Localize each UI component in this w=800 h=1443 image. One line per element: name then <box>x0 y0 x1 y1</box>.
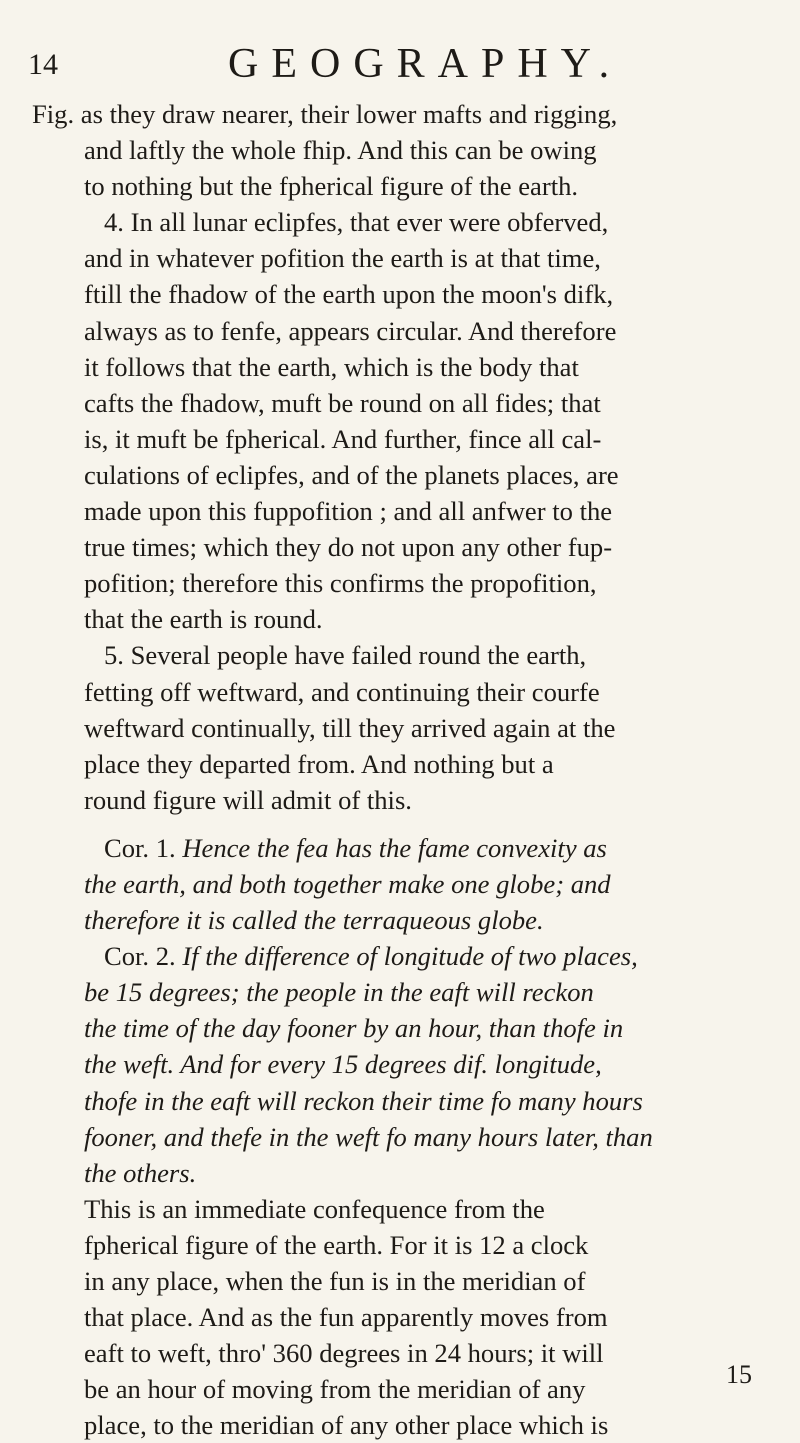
page-header <box>28 40 760 100</box>
text-line <box>32 240 777 276</box>
text-line <box>32 1407 777 1443</box>
line-text: round figure will admit of this. <box>84 784 412 815</box>
line-text: 4. In all lunar eclipfes, that ever were obferved, <box>104 207 609 238</box>
line-text: that the earth is round. <box>84 604 323 635</box>
line-text: the weft. And for every 15 degrees dif. longitude, <box>84 1049 602 1080</box>
line-text: 5. Several people have failed round the earth, <box>104 640 587 671</box>
text-line <box>32 168 777 204</box>
text-line <box>32 1263 777 1299</box>
running-head: GEOGRAPHY. <box>228 41 623 87</box>
line-text: always as to fenfe, appears circular. And therefore <box>84 315 617 346</box>
text-line <box>32 96 777 132</box>
text-line <box>32 1010 777 1046</box>
line-text: This is an immediate confequence from the <box>84 1193 545 1224</box>
text-line <box>32 1046 777 1082</box>
line-text: place, to the meridian of any other place which is <box>84 1410 609 1441</box>
line-text: and laftly the whole fhip. And this can be owing <box>84 135 597 166</box>
line-text-italic: If the difference of longitude of two places, <box>175 941 638 972</box>
text-line <box>32 493 777 529</box>
line-text: the others. <box>84 1157 197 1188</box>
line-text: Cor. 2. <box>104 941 176 972</box>
text-line <box>32 385 777 421</box>
text-line <box>32 818 777 830</box>
line-text: be an hour of moving from the meridian of any <box>84 1374 586 1405</box>
line-text: in any place, when the fun is in the meridian of <box>84 1266 586 1296</box>
line-text: ftill the fhadow of the earth upon the moon's difk, <box>84 279 614 310</box>
text-line <box>32 276 777 312</box>
text-line <box>32 529 777 565</box>
text-line <box>32 1083 777 1119</box>
text-line <box>32 637 777 673</box>
page-number: 14 <box>28 48 58 81</box>
text-line <box>32 349 777 385</box>
corollary-line <box>32 938 777 974</box>
line-text: the earth, and both together make one globe; and <box>84 868 611 899</box>
line-text-italic: Hence the fea has the fame convexity as <box>175 832 607 863</box>
corollary-line <box>32 830 777 866</box>
text-line <box>32 313 777 349</box>
line-text: to nothing but the fpherical figure of the earth. <box>84 171 579 202</box>
line-text: true times; which they do not upon any other fup- <box>84 532 613 563</box>
text-line <box>32 1299 777 1335</box>
text-line <box>32 974 777 1010</box>
line-text: culations of eclipfes, and of the planets places, are <box>84 459 619 490</box>
line-text: and in whatever pofition the earth is at that time, <box>84 243 601 274</box>
text-line <box>32 746 777 782</box>
line-text: that place. And as the fun apparently moves from <box>84 1302 608 1333</box>
line-text: place they departed from. And nothing but a <box>84 748 554 779</box>
line-text: pofition; therefore this confirms the propofition, <box>84 568 597 599</box>
text-line <box>32 601 777 637</box>
line-text: fooner, and thefe in the weft fo many hours later, than <box>84 1121 653 1152</box>
line-text: made upon this fuppofition ; and all anfwer to the <box>84 496 613 527</box>
line-text: cafts the fhadow, muft be round on all fides; that <box>84 387 601 418</box>
text-line <box>32 866 777 902</box>
text-line <box>32 565 777 601</box>
text-line <box>32 674 777 710</box>
text-line <box>32 132 777 168</box>
line-text: weftward continually, till they arrived again at the <box>84 712 616 743</box>
text-line <box>32 710 777 746</box>
text-line <box>32 204 777 240</box>
line-text: Cor. 1. <box>104 832 176 863</box>
body-text <box>32 96 777 1443</box>
text-line <box>32 1119 777 1155</box>
line-text: thofe in the eaft will reckon their time fo many hours <box>84 1085 643 1116</box>
text-line <box>32 902 777 938</box>
line-text: Fig. as they draw nearer, their lower mafts and rigging, <box>32 99 618 129</box>
text-line <box>32 1371 777 1407</box>
text-line <box>32 457 777 493</box>
text-line <box>32 1191 777 1227</box>
text-line <box>32 421 777 457</box>
text-line <box>32 1227 777 1263</box>
line-text: therefore it is called the terraqueous globe. <box>84 905 544 936</box>
line-text: fetting off weftward, and continuing their courfe <box>84 676 600 707</box>
text-line <box>32 1155 777 1191</box>
line-text: eaft to weft, thro' 360 degrees in 24 hours; it will <box>84 1338 604 1369</box>
text-line <box>32 782 777 818</box>
line-text: fpherical figure of the earth. For it is 12 a clock <box>84 1229 589 1260</box>
line-text: it follows that the earth, which is the body that <box>84 351 579 382</box>
line-text: the time of the day fooner by an hour, than thofe in <box>84 1013 624 1044</box>
text-line <box>32 1335 777 1371</box>
line-text: is, it muft be fpherical. And further, fince all cal- <box>84 423 602 454</box>
catchword: 15 <box>726 1360 752 1389</box>
line-text: be 15 degrees; the people in the eaft will reckon <box>84 977 594 1008</box>
